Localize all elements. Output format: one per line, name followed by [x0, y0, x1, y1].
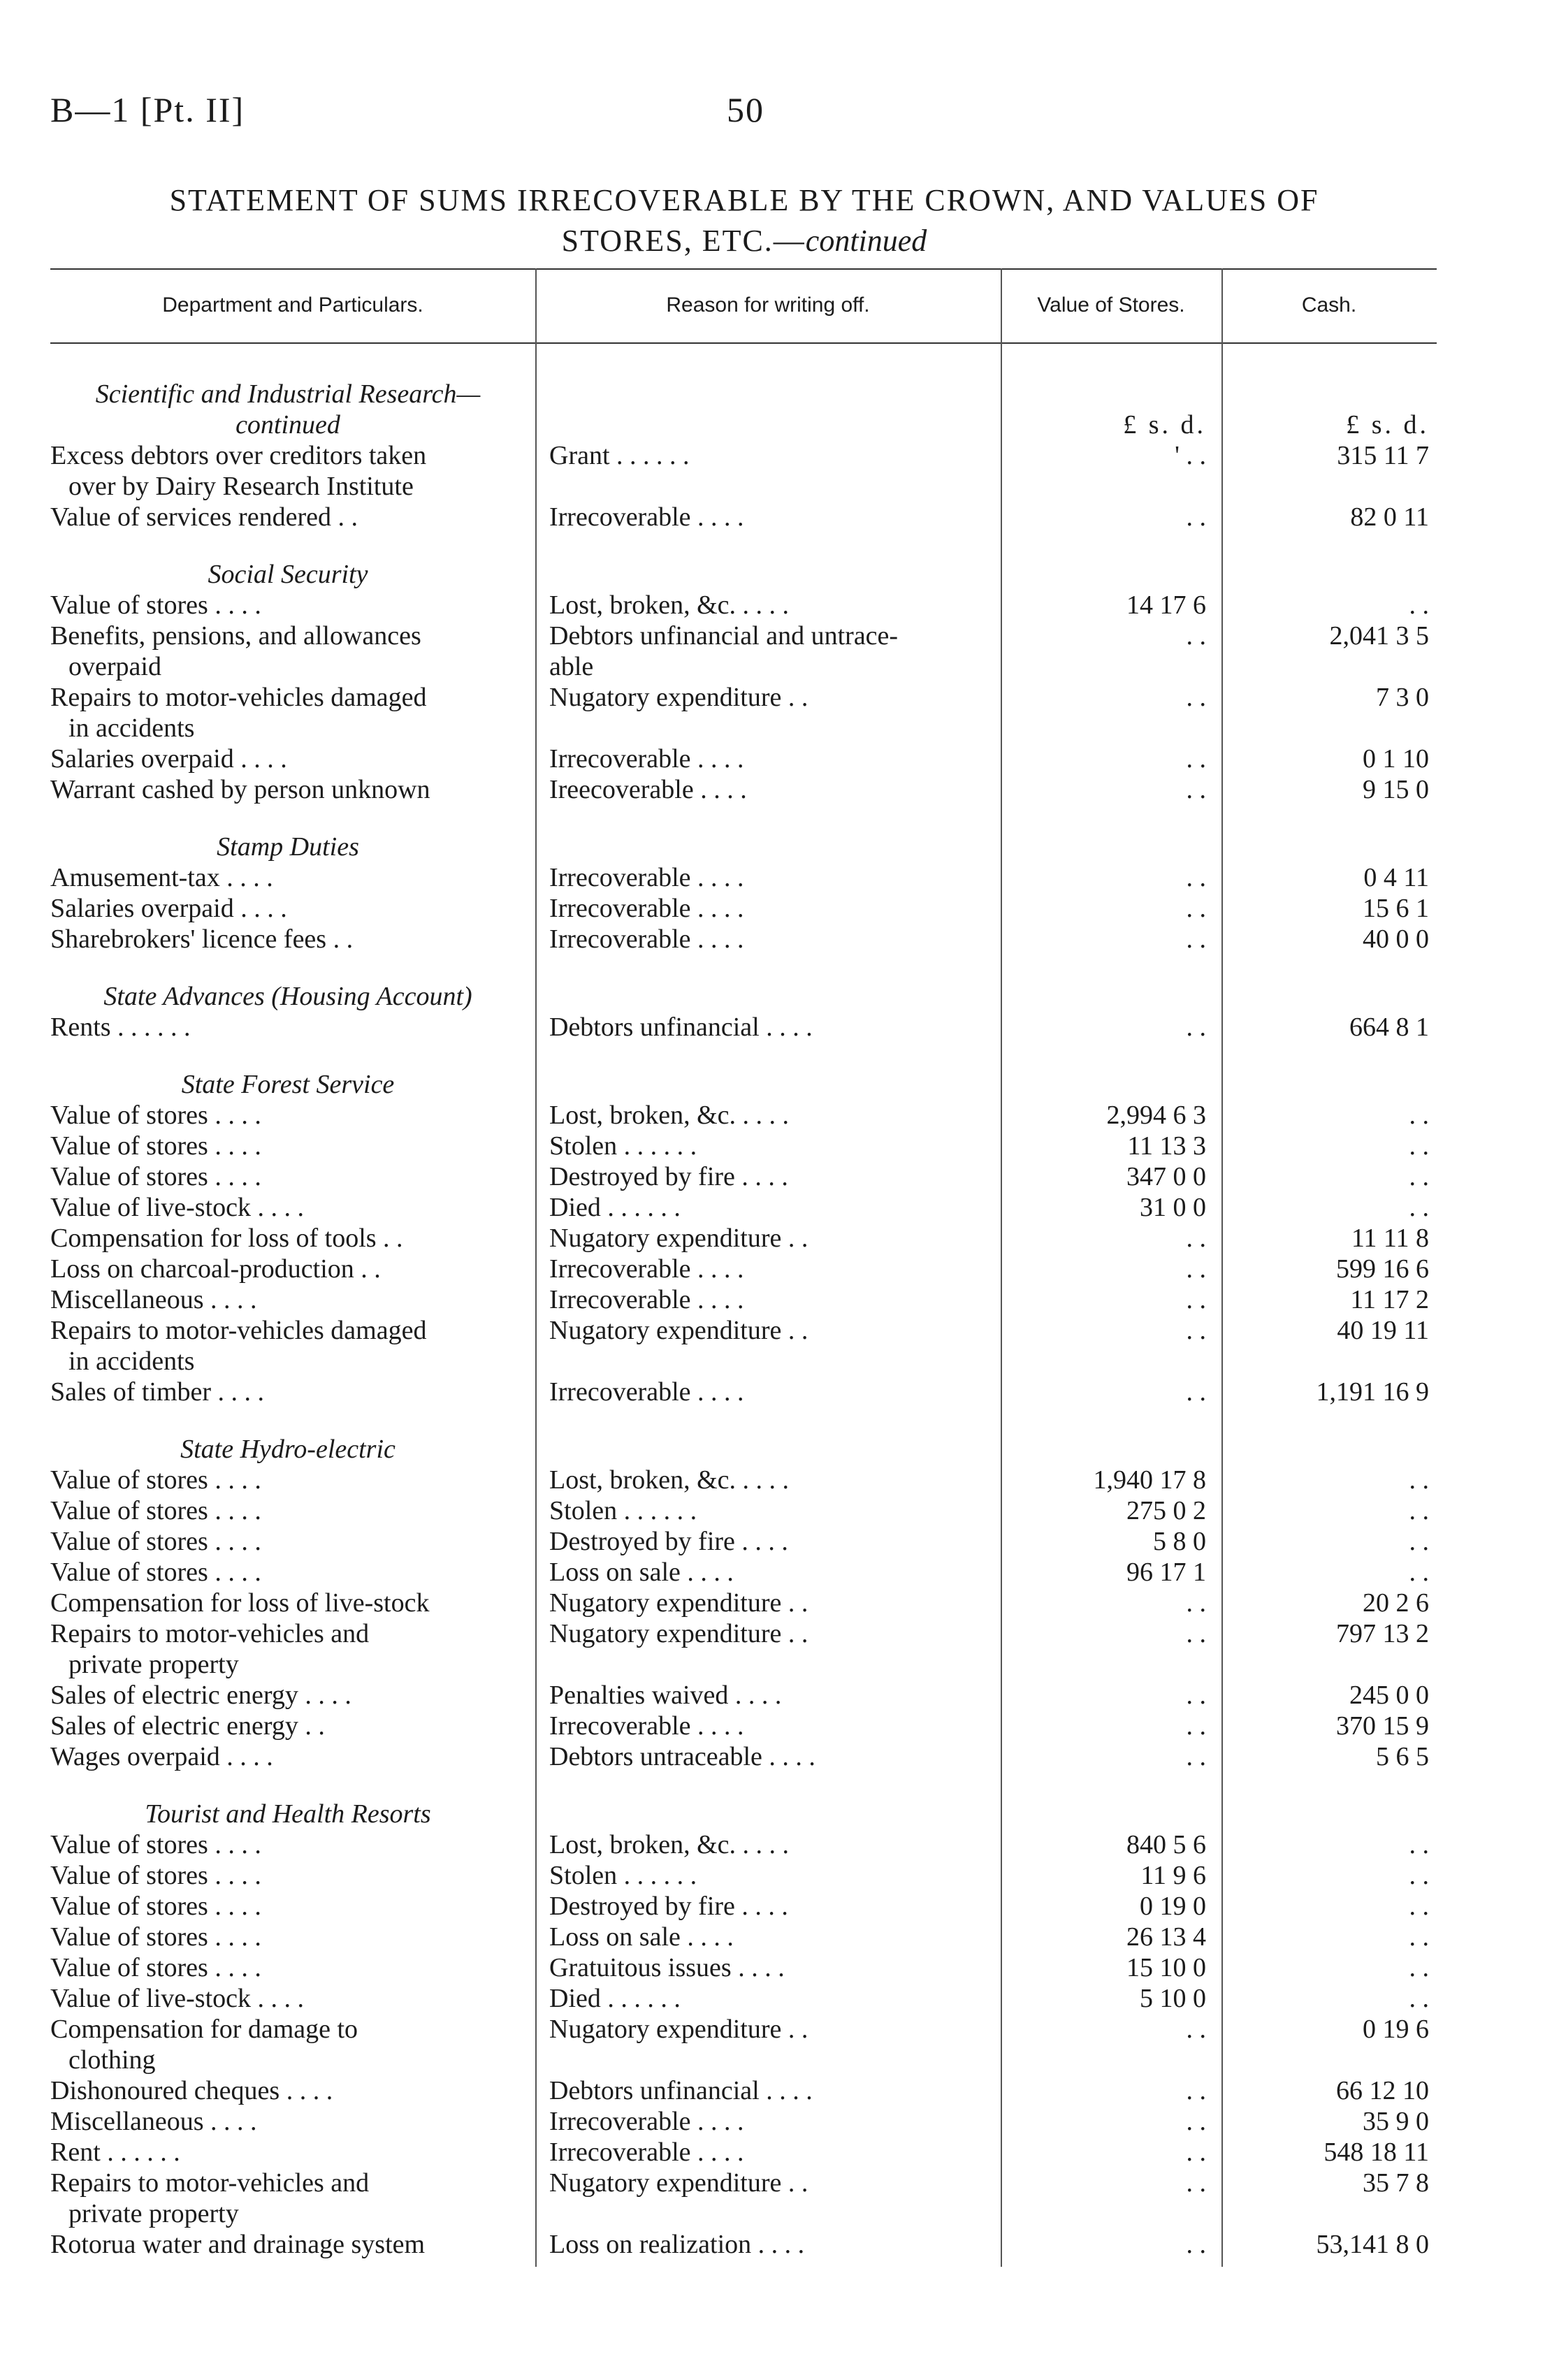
row-reason: Died . . . . . .: [549, 1984, 681, 2013]
row-reason: Nugatory expenditure . .: [549, 683, 808, 712]
row-reason: Loss on sale . . . .: [549, 1558, 734, 1587]
row-stores-value: . .: [1186, 683, 1206, 712]
row-particulars: Compensation for loss of live-stock: [50, 1588, 430, 1618]
row-particulars: Value of stores . . . .: [50, 1101, 261, 1130]
row-cash-value: 11 11 8: [1351, 1224, 1429, 1253]
row-cash-value: 66 12 10: [1336, 2076, 1429, 2105]
row-cash-value: 664 8 1: [1349, 1013, 1429, 1042]
row-particulars: Value of services rendered . .: [50, 502, 358, 532]
row-stores-value: 14 17 6: [1126, 590, 1206, 620]
row-stores-value: . .: [1186, 2230, 1206, 2259]
row-stores-value: 11 13 3: [1127, 1131, 1206, 1161]
row-cash-value: . .: [1409, 1193, 1429, 1222]
row-particulars: Sales of electric energy . .: [50, 1711, 325, 1741]
row-cash-value: . .: [1409, 1922, 1429, 1952]
row-particulars: Repairs to motor-vehicles and: [50, 1619, 370, 1648]
row-particulars: Benefits, pensions, and allowances: [50, 621, 421, 651]
units-cash: £ s. d.: [1346, 410, 1429, 440]
row-particulars: Value of live-stock . . . .: [50, 1193, 305, 1222]
row-reason: Destroyed by fire . . . .: [549, 1892, 788, 1921]
row-stores-value: . .: [1186, 863, 1206, 892]
title-line-1: STATEMENT OF SUMS IRRECOVERABLE BY THE CROWN, AND VALUES OF: [169, 183, 1319, 217]
row-cash-value: 11 17 2: [1350, 1285, 1429, 1314]
row-stores-value: . .: [1186, 1681, 1206, 1710]
section-heading: State Hydro-electric: [180, 1435, 396, 1464]
row-reason: Gratuitous issues . . . .: [549, 1953, 785, 1982]
row-reason: Irrecoverable . . . .: [549, 1254, 744, 1284]
row-particulars: Wages overpaid . . . .: [50, 1742, 273, 1771]
row-reason: Debtors untraceable . . . .: [549, 1742, 815, 1771]
row-particulars-continued: over by Dairy Research Institute: [68, 472, 414, 501]
column-header-department: Department and Particulars.: [162, 293, 423, 317]
row-stores-value: . .: [1186, 1619, 1206, 1648]
section-heading: Scientific and Industrial Research—: [95, 379, 481, 409]
title-line-2-text: STORES, ETC.—: [561, 224, 806, 258]
row-reason: Lost, broken, &c. . . . .: [549, 1101, 790, 1130]
row-stores-value: . .: [1186, 775, 1206, 804]
page-number: 50: [727, 90, 764, 129]
row-stores-value: . .: [1186, 1224, 1206, 1253]
row-cash-value: 35 9 0: [1363, 2107, 1429, 2136]
row-cash-value: 9 15 0: [1363, 775, 1429, 804]
row-cash-value: 2,041 3 5: [1329, 621, 1429, 651]
row-cash-value: . .: [1409, 1558, 1429, 1587]
row-reason: Lost, broken, &c. . . . .: [549, 590, 790, 620]
row-particulars: Value of live-stock . . . .: [50, 1984, 305, 2013]
column-divider: [535, 268, 537, 2267]
row-cash-value: 82 0 11: [1350, 502, 1429, 532]
page-title: [42, 180, 1446, 261]
row-stores-value: 26 13 4: [1126, 1922, 1206, 1952]
row-reason: Irrecoverable . . . .: [549, 502, 744, 532]
row-reason: Ireecoverable . . . .: [549, 775, 747, 804]
row-reason: Debtors unfinancial . . . .: [549, 2076, 813, 2105]
row-particulars: Rents . . . . . .: [50, 1013, 191, 1042]
row-reason: Loss on sale . . . .: [549, 1922, 734, 1952]
row-stores-value: . .: [1186, 894, 1206, 923]
row-stores-value: . .: [1186, 621, 1206, 651]
row-cash-value: 15 6 1: [1363, 894, 1429, 923]
row-reason: Irrecoverable . . . .: [549, 1285, 744, 1314]
row-cash-value: . .: [1409, 1131, 1429, 1161]
row-particulars: Value of stores . . . .: [50, 1527, 261, 1556]
row-stores-value: . .: [1186, 1377, 1206, 1407]
row-cash-value: . .: [1409, 1861, 1429, 1890]
row-cash-value: . .: [1409, 590, 1429, 620]
section-heading: Social Security: [208, 560, 368, 589]
row-reason: Stolen . . . . . .: [549, 1131, 697, 1161]
title-continued: continued: [805, 224, 927, 258]
row-cash-value: 35 7 8: [1363, 2168, 1429, 2198]
row-particulars: Amusement-tax . . . .: [50, 863, 273, 892]
column-divider: [1001, 268, 1002, 2267]
row-stores-value: . .: [1186, 744, 1206, 774]
row-reason: Irrecoverable . . . .: [549, 863, 744, 892]
row-reason: Lost, broken, &c. . . . .: [549, 1465, 790, 1495]
row-particulars: Value of stores . . . .: [50, 590, 261, 620]
column-divider: [1221, 268, 1223, 2267]
row-stores-value: . .: [1186, 2015, 1206, 2044]
row-stores-value: . .: [1186, 2168, 1206, 2198]
row-cash-value: 315 11 7: [1337, 441, 1429, 470]
row-cash-value: 0 1 10: [1363, 744, 1429, 774]
row-particulars: Value of stores . . . .: [50, 1922, 261, 1952]
row-cash-value: 245 0 0: [1349, 1681, 1429, 1710]
row-particulars-continued: in accidents: [68, 713, 195, 743]
row-particulars: Dishonoured cheques . . . .: [50, 2076, 333, 2105]
row-reason: Nugatory expenditure . .: [549, 2015, 808, 2044]
row-reason: Irrecoverable . . . .: [549, 1711, 744, 1741]
row-reason: Debtors unfinancial and untrace-: [549, 621, 899, 651]
row-stores-value: . .: [1186, 1742, 1206, 1771]
row-particulars: Compensation for damage to: [50, 2015, 358, 2044]
row-reason: Irrecoverable . . . .: [549, 2107, 744, 2136]
row-particulars-continued: private property: [68, 1650, 239, 1679]
row-stores-value: 275 0 2: [1126, 1496, 1206, 1525]
row-cash-value: . .: [1409, 1892, 1429, 1921]
row-particulars: Miscellaneous . . . .: [50, 1285, 257, 1314]
row-particulars: Value of stores . . . .: [50, 1131, 261, 1161]
row-reason: Destroyed by fire . . . .: [549, 1527, 788, 1556]
row-cash-value: 20 2 6: [1363, 1588, 1429, 1618]
row-particulars-continued: private property: [68, 2199, 239, 2228]
row-reason: Stolen . . . . . .: [549, 1496, 697, 1525]
column-header-reason: Reason for writing off.: [666, 293, 870, 317]
row-cash-value: . .: [1409, 1527, 1429, 1556]
row-stores-value: 347 0 0: [1126, 1162, 1206, 1191]
row-particulars: Rent . . . . . .: [50, 2138, 180, 2167]
row-cash-value: 5 6 5: [1376, 1742, 1429, 1771]
row-particulars: Salaries overpaid . . . .: [50, 894, 287, 923]
row-stores-value: 0 19 0: [1140, 1892, 1206, 1921]
title-line-2: [42, 221, 1446, 261]
row-particulars-continued: clothing: [68, 2045, 156, 2075]
row-particulars: Value of stores . . . .: [50, 1465, 261, 1495]
row-stores-value: . .: [1186, 2107, 1206, 2136]
row-reason: Penalties waived . . . .: [549, 1681, 782, 1710]
section-heading: State Advances (Housing Account): [103, 982, 472, 1011]
row-particulars: Compensation for loss of tools . .: [50, 1224, 403, 1253]
row-stores-value: 5 10 0: [1140, 1984, 1206, 2013]
row-reason: Stolen . . . . . .: [549, 1861, 697, 1890]
row-stores-value: . .: [1186, 2076, 1206, 2105]
column-header-cash: Cash.: [1301, 293, 1357, 317]
row-stores-value: 840 5 6: [1126, 1830, 1206, 1859]
row-stores-value: . .: [1186, 1254, 1206, 1284]
row-particulars: Repairs to motor-vehicles and: [50, 2168, 370, 2198]
row-particulars: Value of stores . . . .: [50, 1861, 261, 1890]
row-particulars: Value of stores . . . .: [50, 1162, 261, 1191]
section-heading: Tourist and Health Resorts: [145, 1799, 431, 1829]
row-particulars: Value of stores . . . .: [50, 1558, 261, 1587]
row-cash-value: 40 0 0: [1363, 924, 1429, 954]
row-stores-value: ' . .: [1175, 441, 1206, 470]
row-reason: Died . . . . . .: [549, 1193, 681, 1222]
row-stores-value: 1,940 17 8: [1093, 1465, 1206, 1495]
row-reason: Irrecoverable . . . .: [549, 894, 744, 923]
document-reference: B—1 [Pt. II]: [50, 90, 245, 129]
row-reason: Nugatory expenditure . .: [549, 1619, 808, 1648]
row-particulars: Value of stores . . . .: [50, 1830, 261, 1859]
row-reason: Lost, broken, &c. . . . .: [549, 1830, 790, 1859]
row-cash-value: 548 18 11: [1323, 2138, 1429, 2167]
column-header-stores: Value of Stores.: [1037, 293, 1185, 317]
row-reason: Debtors unfinancial . . . .: [549, 1013, 813, 1042]
row-reason: Irrecoverable . . . .: [549, 924, 744, 954]
row-stores-value: . .: [1186, 924, 1206, 954]
row-reason: Destroyed by fire . . . .: [549, 1162, 788, 1191]
row-stores-value: . .: [1186, 1711, 1206, 1741]
row-reason-continued: able: [549, 652, 594, 681]
row-particulars: Sales of timber . . . .: [50, 1377, 265, 1407]
row-cash-value: . .: [1409, 1162, 1429, 1191]
row-particulars: Sharebrokers' licence fees . .: [50, 924, 354, 954]
section-heading-continued: continued: [235, 410, 340, 440]
row-stores-value: . .: [1186, 1013, 1206, 1042]
section-heading: State Forest Service: [181, 1070, 395, 1099]
row-particulars: Salaries overpaid . . . .: [50, 744, 287, 774]
row-cash-value: 53,141 8 0: [1316, 2230, 1429, 2259]
row-particulars: Excess debtors over creditors taken: [50, 441, 427, 470]
row-cash-value: . .: [1409, 1101, 1429, 1130]
row-particulars-continued: overpaid: [68, 652, 161, 681]
row-particulars: Rotorua water and drainage system: [50, 2230, 426, 2259]
row-reason: Nugatory expenditure . .: [549, 1316, 808, 1345]
units-stores: £ s. d.: [1123, 410, 1206, 440]
row-reason: Nugatory expenditure . .: [549, 1224, 808, 1253]
row-reason: Irrecoverable . . . .: [549, 744, 744, 774]
row-stores-value: . .: [1186, 2138, 1206, 2167]
row-stores-value: 31 0 0: [1140, 1193, 1206, 1222]
row-cash-value: 0 19 6: [1363, 2015, 1429, 2044]
row-particulars: Value of stores . . . .: [50, 1496, 261, 1525]
row-cash-value: . .: [1409, 1830, 1429, 1859]
row-stores-value: 2,994 6 3: [1106, 1101, 1206, 1130]
row-reason: Nugatory expenditure . .: [549, 2168, 808, 2198]
row-particulars-continued: in accidents: [68, 1347, 195, 1376]
row-cash-value: . .: [1409, 1496, 1429, 1525]
row-reason: Irrecoverable . . . .: [549, 2138, 744, 2167]
row-cash-value: 599 16 6: [1336, 1254, 1429, 1284]
row-cash-value: 370 15 9: [1336, 1711, 1429, 1741]
row-cash-value: . .: [1409, 1953, 1429, 1982]
row-reason: Loss on realization . . . .: [549, 2230, 805, 2259]
header-bottom-rule: [50, 342, 1437, 344]
row-stores-value: 11 9 6: [1140, 1861, 1206, 1890]
row-cash-value: 7 3 0: [1376, 683, 1429, 712]
row-reason: Grant . . . . . .: [549, 441, 690, 470]
row-particulars: Repairs to motor-vehicles damaged: [50, 683, 427, 712]
row-stores-value: . .: [1186, 1285, 1206, 1314]
row-reason: Nugatory expenditure . .: [549, 1588, 808, 1618]
row-stores-value: . .: [1186, 1588, 1206, 1618]
section-heading: Stamp Duties: [217, 832, 359, 862]
row-particulars: Loss on charcoal-production . .: [50, 1254, 381, 1284]
row-particulars: Value of stores . . . .: [50, 1953, 261, 1982]
row-cash-value: . .: [1409, 1465, 1429, 1495]
row-particulars: Sales of electric energy . . . .: [50, 1681, 351, 1710]
row-reason: Irrecoverable . . . .: [549, 1377, 744, 1407]
table-top-rule: [50, 268, 1437, 270]
row-stores-value: 96 17 1: [1126, 1558, 1206, 1587]
row-cash-value: 797 13 2: [1336, 1619, 1429, 1648]
row-cash-value: 40 19 11: [1337, 1316, 1429, 1345]
row-stores-value: . .: [1186, 1316, 1206, 1345]
row-particulars: Value of stores . . . .: [50, 1892, 261, 1921]
row-cash-value: 0 4 11: [1363, 863, 1429, 892]
row-cash-value: . .: [1409, 1984, 1429, 2013]
row-stores-value: 5 8 0: [1153, 1527, 1206, 1556]
row-particulars: Repairs to motor-vehicles damaged: [50, 1316, 427, 1345]
row-stores-value: . .: [1186, 502, 1206, 532]
row-particulars: Warrant cashed by person unknown: [50, 775, 430, 804]
row-cash-value: 1,191 16 9: [1316, 1377, 1429, 1407]
row-stores-value: 15 10 0: [1126, 1953, 1206, 1982]
row-particulars: Miscellaneous . . . .: [50, 2107, 257, 2136]
